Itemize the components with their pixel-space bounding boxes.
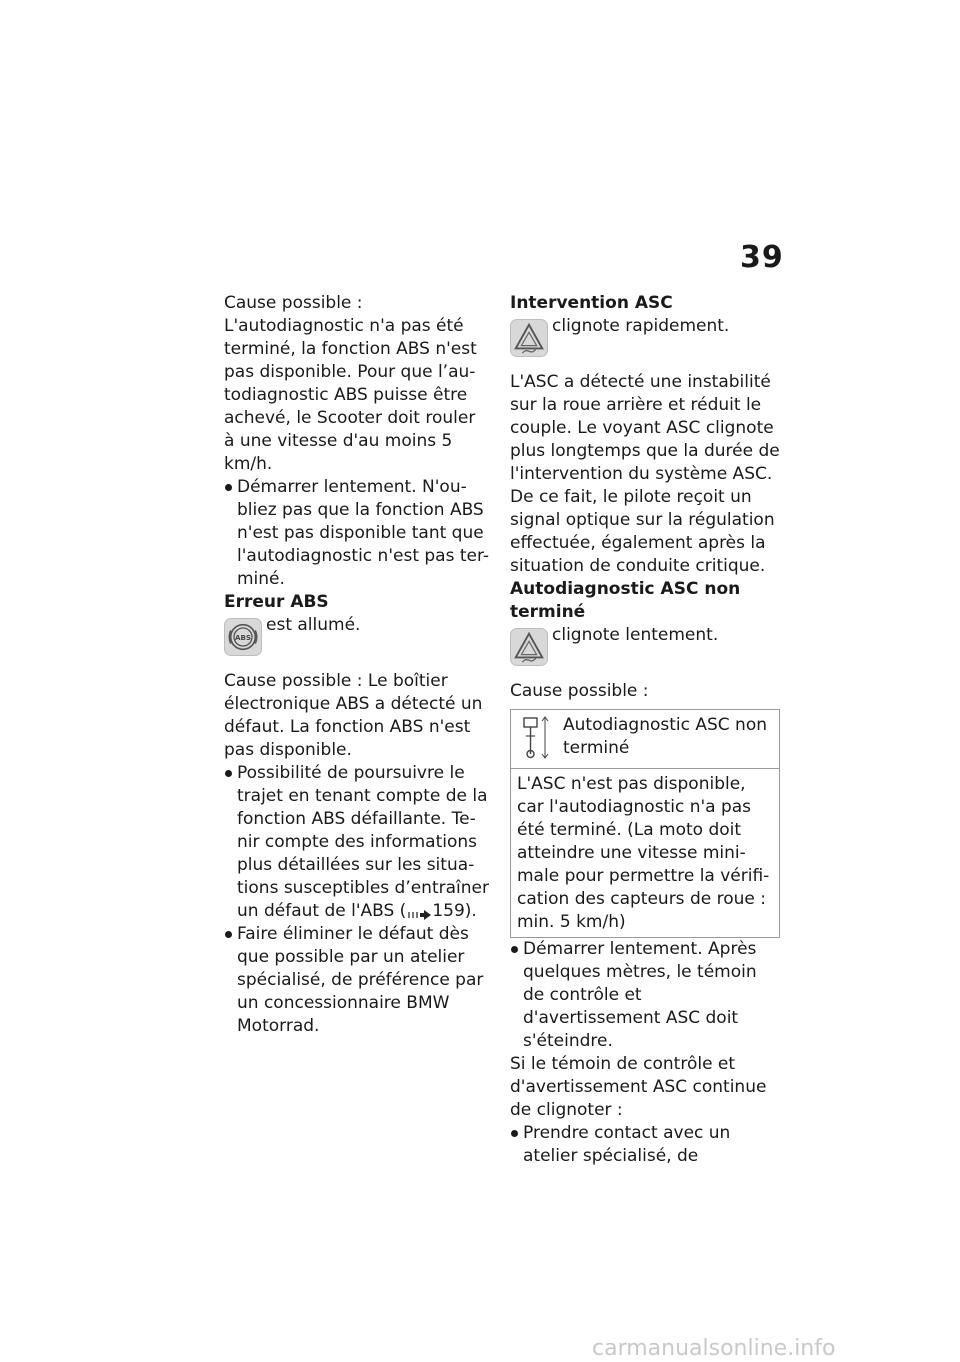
asc-intervention-text: L'ASC a détecté une instabilité sur la roue arrière et réduit le couple. Le voyant ASC clignote plus longtemps que la durée de l'intervention du système ASC. De ce fait, le pilote reçoit un signal optique sur la régulation effectuée, également après la situation de conduite critique. <box>510 372 780 576</box>
abs-error-cause: Cause possible : Le boîtier électronique ABS a détecté un défaut. La fonction ABS n'est pas disponible. <box>224 671 483 760</box>
asc-selftest-indicator <box>510 624 780 670</box>
asc-selftest-list <box>510 938 780 1053</box>
list-item: Faire éliminer le défaut dès que possible par un atelier spécialisé, de préférence par un concessionnaire BMW Motorrad. <box>224 923 490 1038</box>
asc-selftest-followup: Si le témoin de contrôle et d'avertissement ASC continue de clignoter : <box>510 1054 767 1120</box>
asc-intervention-heading: Intervention ASC <box>510 293 673 313</box>
abs-selftest-cause: Cause possible : L'autodiagnostic n'a pas été terminé, la fonction ABS n'est pas disponible. Pour que l’au-todiagnostic ABS puisse être achevé, le Scooter doit rouler à une vitesse d'au moins 5 km/h. <box>224 293 477 474</box>
asc-selftest-status: clignote lentement. <box>552 625 719 645</box>
asc-selftest-cause-label: Cause possible : <box>510 681 649 701</box>
page-number: 39 <box>740 240 784 275</box>
list-item: Démarrer lentement. Après quelques mètres, le témoin de contrôle et d'avertissement ASC doit s'éteindre. <box>510 938 780 1053</box>
svg-text:ABS: ABS <box>234 632 252 642</box>
asc-selftest-list-2 <box>510 1122 780 1168</box>
info-box-body: L'ASC n'est pas disponible, car l'autodiagnostic n'a pas été terminé. (La moto doit atteindre une vitesse mini-male pour permettre la vérifi-cation des capteurs de roue : min. 5 km/h) <box>517 774 770 932</box>
info-box-title: Autodiagnostic ASC non terminé <box>563 715 768 758</box>
info-box-header <box>511 710 779 769</box>
list-item: Démarrer lentement. N'ou-bliez pas que la fonction ABS n'est pas disponible tant que l'autodiagnostic n'est pas ter-miné. <box>224 476 490 591</box>
abs-error-heading: Erreur ABS <box>224 592 329 612</box>
asc-warning-triangle-icon <box>510 628 548 666</box>
page-reference[interactable]: 159 <box>432 901 465 921</box>
watermark: carmanualsonline.info <box>592 1336 836 1361</box>
page-reference-arrow-icon <box>406 905 432 917</box>
list-item: Prendre contact avec un atelier spécialisé, de <box>510 1122 780 1168</box>
asc-selftest-info-box <box>510 709 780 938</box>
abs-error-list <box>224 762 490 1038</box>
left-column <box>224 292 490 1038</box>
abs-error-indicator <box>224 614 490 660</box>
asc-warning-triangle-icon <box>510 319 548 357</box>
abs-warning-icon <box>224 618 262 656</box>
asc-selftest-heading: Autodiagnostic ASC non terminé <box>510 579 741 622</box>
diagnostic-gauge-icon <box>517 714 557 762</box>
abs-error-status: est allumé. <box>266 615 361 635</box>
right-column <box>510 292 780 1168</box>
asc-intervention-indicator <box>510 315 780 361</box>
abs-selftest-list <box>224 476 490 591</box>
asc-intervention-status: clignote rapidement. <box>552 316 730 336</box>
list-item: Possibilité de poursuivre le trajet en tenant compte de la fonction ABS défaillante. Te-nir compte des informations plus détaillées sur les situa-tions susceptibles d’entraîner un défaut de l'ABS ( 159). <box>224 762 490 923</box>
